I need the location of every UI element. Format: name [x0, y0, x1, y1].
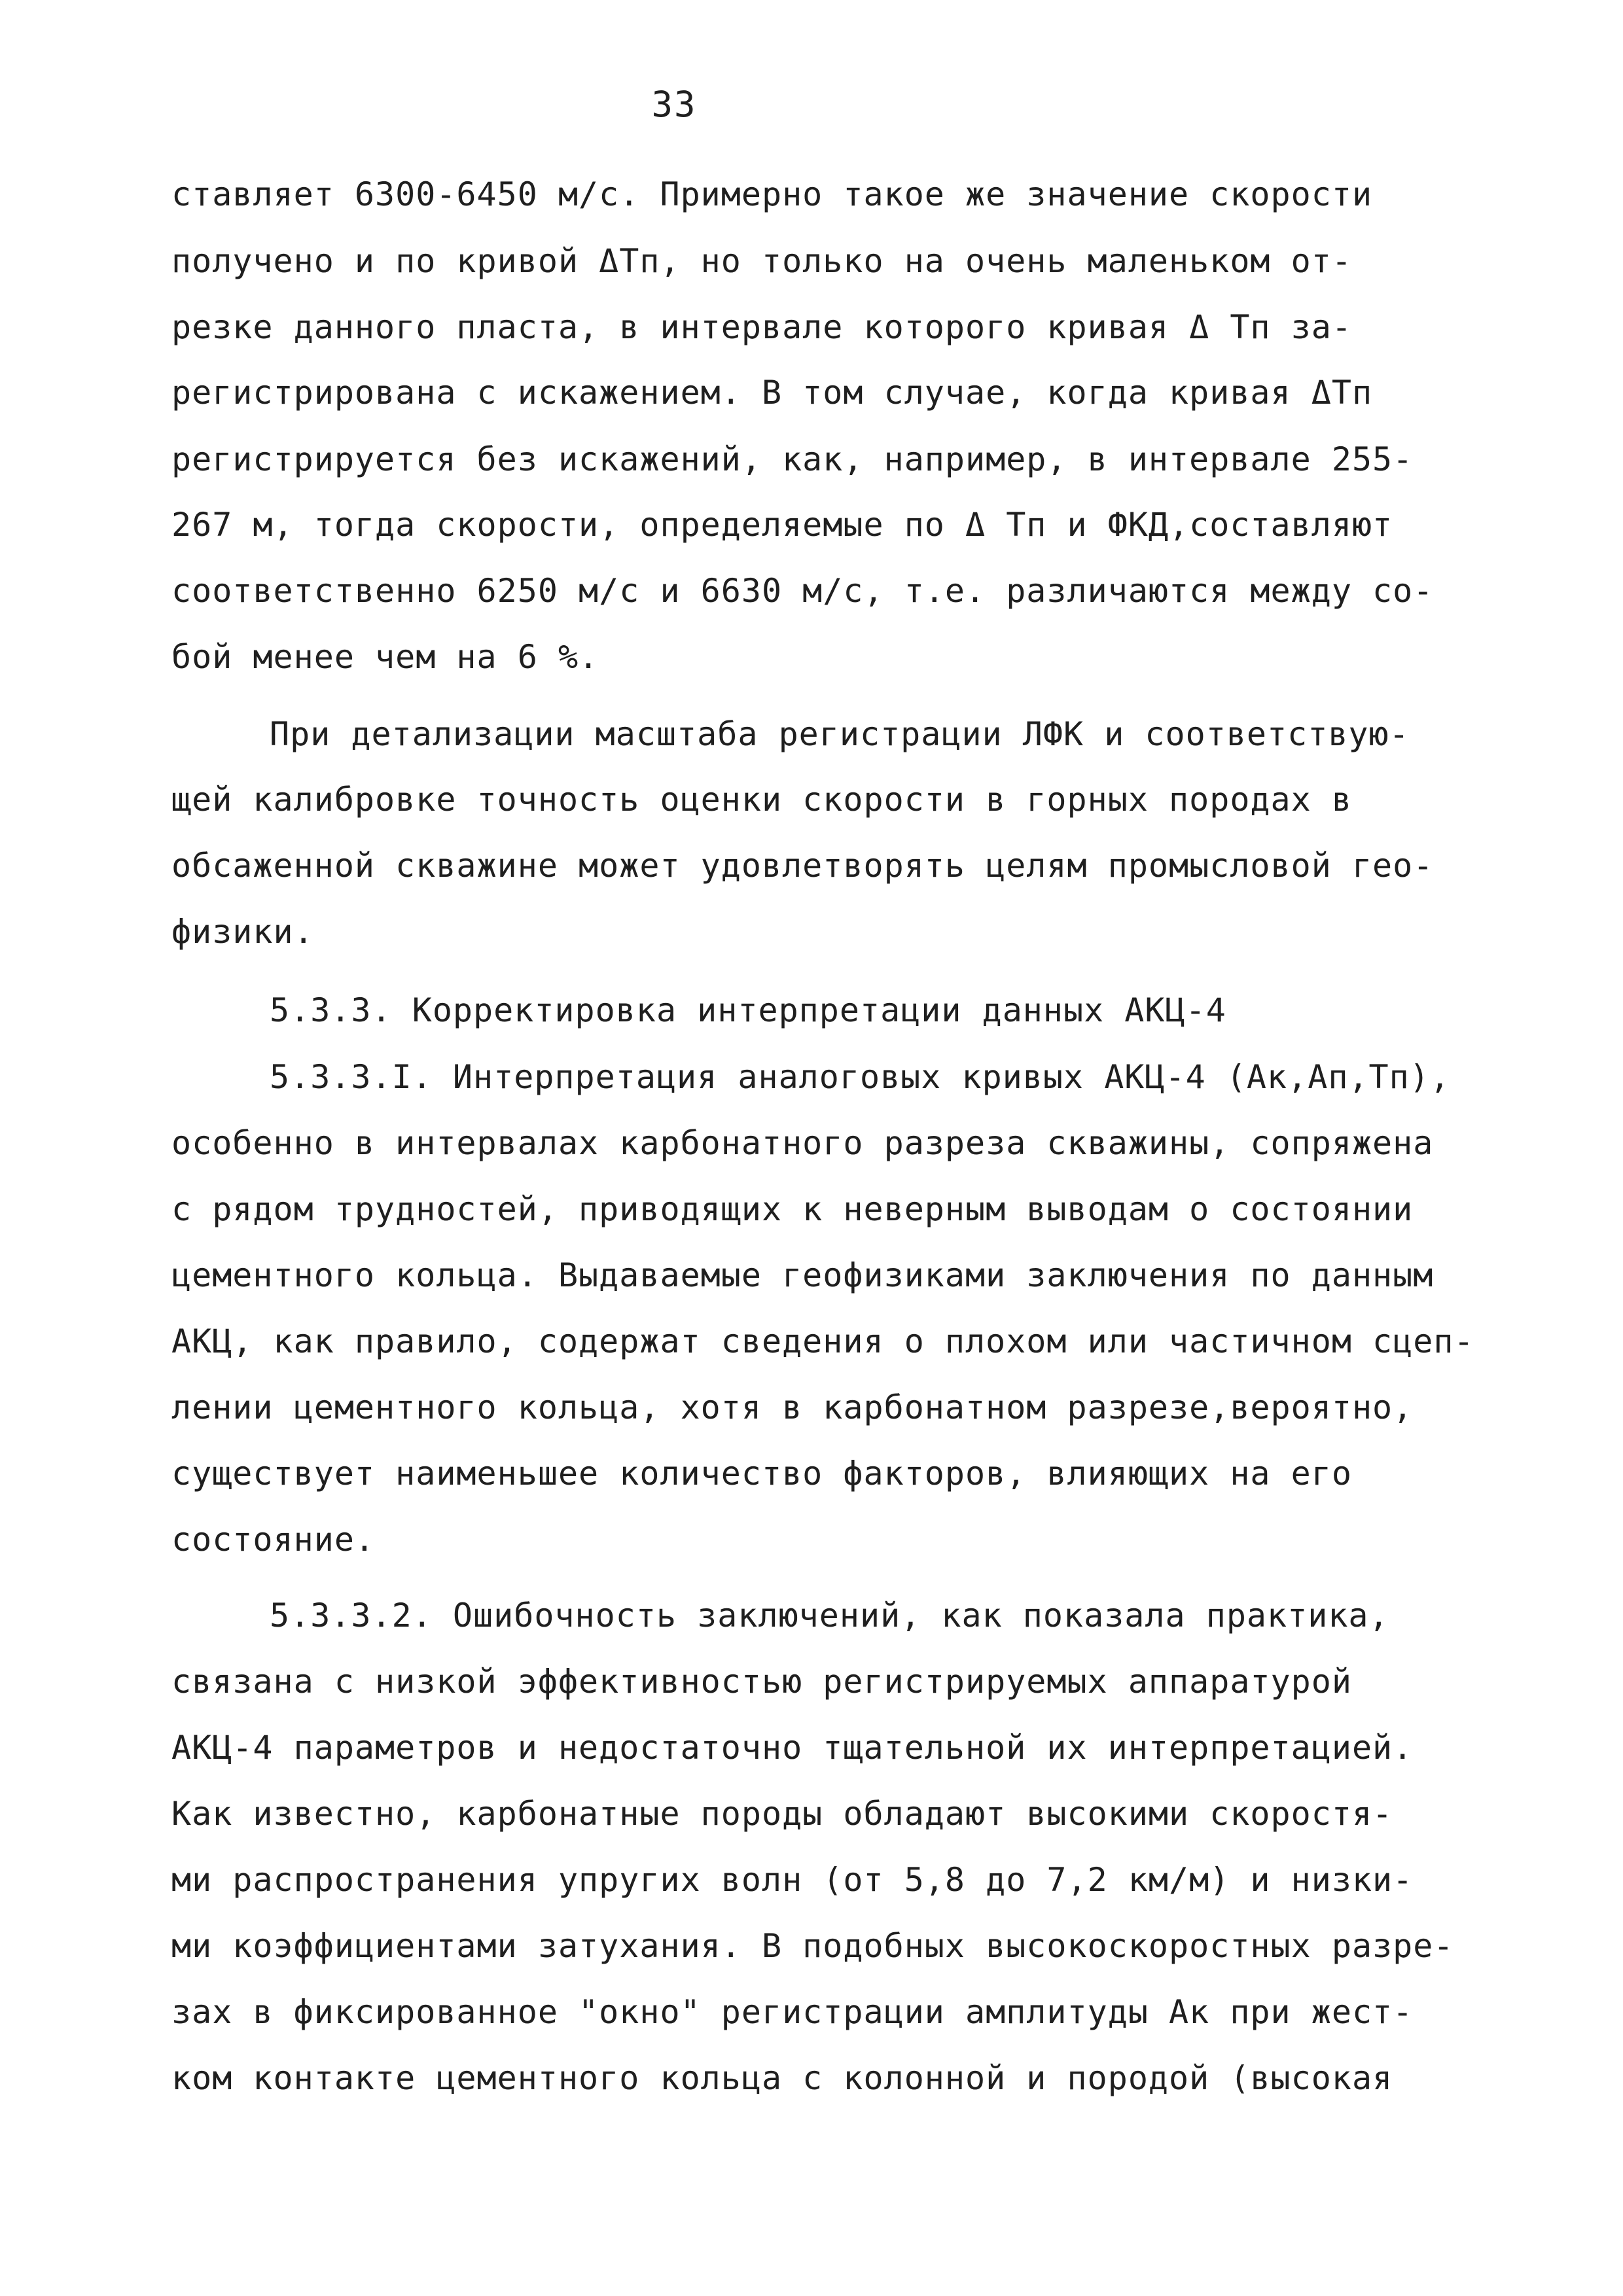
text-line: ком контакте цементного кольца с колонной и породой (высокая [171, 2059, 1393, 2097]
text-line: связана с низкой эффективностью регистрируемых аппаратурой [171, 1663, 1352, 1701]
subsection-heading-line: 5.3.3.2. Ошибочность заключений, как показала практика, [270, 1597, 1389, 1634]
text-line: особенно в интервалах карбонатного разреза скважины, сопряжена [171, 1124, 1434, 1162]
text-line: Как известно, карбонатные породы обладают высокими скоростя- [171, 1795, 1393, 1833]
text-line: лении цементного кольца, хотя в карбонатном разрезе,вероятно, [171, 1388, 1414, 1426]
text-line: зах в фиксированное "окно" регистрации амплитуды Ак при жест- [171, 1993, 1414, 2031]
paragraph-start-line: При детализации масштаба регистрации ЛФК и соответствую- [270, 715, 1410, 753]
text-line: физики. [171, 913, 314, 951]
subsection-heading-line: 5.3.3.I. Интерпретация аналоговых кривых АКЦ-4 (Ак,Ап,Тп), [270, 1058, 1450, 1096]
text-line: 267 м, тогда скорости, определяемые по Δ Тп и ФКД,составляют [171, 506, 1393, 544]
text-line: ми распространения упругих волн (от 5,8 до 7,2 км/м) и низки- [171, 1861, 1414, 1899]
text-line: резке данного пласта, в интервале которого кривая Δ Тп за- [171, 308, 1352, 346]
text-line: получено и по кривой ΔТп, но только на очень маленьком от- [171, 242, 1352, 280]
text-line: цементного кольца. Выдаваемые геофизиками заключения по данным [171, 1256, 1434, 1294]
text-line: АКЦ-4 параметров и недостаточно тщательной их интерпретацией. [171, 1729, 1414, 1767]
text-line: бой менее чем на 6 %. [171, 638, 599, 676]
text-line: щей калибровке точность оценки скорости в горных породах в [171, 781, 1352, 819]
text-line: регистрирована с искажением. В том случае, когда кривая ΔТп [171, 374, 1373, 412]
text-line: существует наименьшее количество факторов, влияющих на его [171, 1455, 1352, 1492]
text-line: с рядом трудностей, приводящих к неверным выводам о состоянии [171, 1190, 1414, 1228]
page-number: 33 [651, 84, 697, 125]
text-line: обсаженной скважине может удовлетворять целям промысловой гео- [171, 847, 1434, 885]
text-line: состояние. [171, 1521, 376, 1559]
text-line: ми коэффициентами затухания. В подобных высокоскоростных разре- [171, 1927, 1454, 1965]
text-line: регистрируется без искажений, как, например, в интервале 255- [171, 440, 1414, 478]
section-heading: 5.3.3. Корректировка интерпретации данных АКЦ-4 [270, 991, 1226, 1029]
text-line: АКЦ, как правило, содержат сведения о плохом или частичном сцеп- [171, 1322, 1474, 1360]
text-line: ставляет 6300-6450 м/с. Примерно такое же значение скорости [171, 175, 1373, 213]
text-line: соответственно 6250 м/с и 6630 м/с, т.е. различаются между со- [171, 572, 1434, 610]
